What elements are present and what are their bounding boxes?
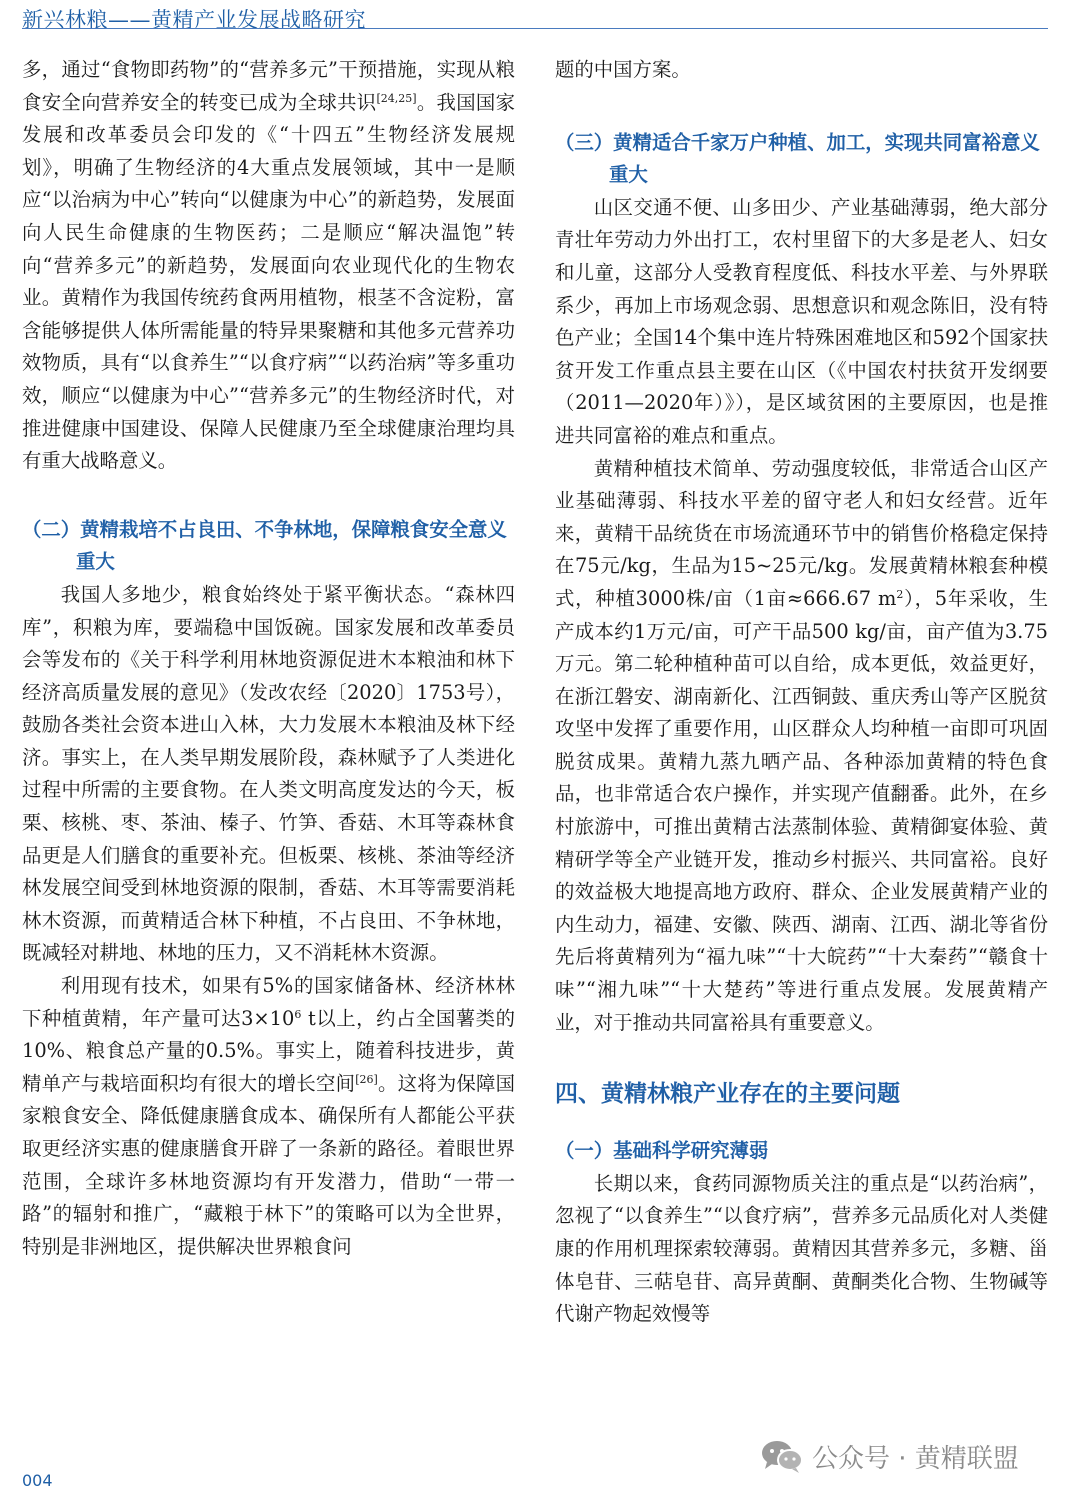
header-rule [22, 28, 1048, 29]
section-heading-2: （二）黄精栽培不占良田、不争林地，保障粮食安全意义重大 [22, 517, 507, 574]
body-paragraph-3: 利用现有技术，如果有5%的国家储备林、经济林林下种植黄精，年产量可达$3\times 10^6$ t以上，约占全国薯类的10%、粮食总产量的0.5%。事实上，随着科技进步，黄精单产与栽培面积均有很大的增长空间[26]。这将为保障国家粮食安全、降低健康膳食成本、确保所有人都能公平获取更经济实惠的健康膳食开辟了一条新的路径。着眼世界范围，全球许多林地资源均有开发潜力，借助“一带一路”的辐射和推广，“藏粮于林下”的策略可以为全世界，特别是非洲地区，提供解决世界粮食问 [22, 974, 516, 1258]
right-column [555, 54, 1048, 1331]
body-paragraph-6: 长期以来，食药同源物质关注的重点是“以药治病”，忽视了“以食养生”“以食疗病”，营养多元品质化对人类健康的作用机理探索较薄弱。黄精因其营养多元，多糖、甾体皂苷、三萜皂苷、高异黄酮、黄酮类化合物、生物碱等代谢产物起效慢等 [555, 1171, 1048, 1326]
section-heading-4: 四、黄精林粮产业存在的主要问题 [555, 1081, 900, 1108]
body-paragraph-4: 山区交通不便、山多田少、产业基础薄弱，绝大部分青壮年劳动力外出打工，农村里留下的大多是老人、妇女和儿童，这部分人受教育程度低、科技水平差、与外界联系少，再加上市场观念弱、思想意识和观念陈旧，没有特色产业；全国14个集中连片特殊困难地区和592个国家扶贫开发工作重点县主要在山区（《中国农村扶贫开发纲要（2011—2020年）》），是区域贫困的主要原因，也是推进共同富裕的难点和重点。 [555, 195, 1048, 447]
body-paragraph-1: 多，通过“食物即药物”的“营养多元”干预措施，实现从粮食安全向营养安全的转变已成为全球共识[24,25]。我国国家发展和改革委员会印发的《“十四五”生物经济发展规划》，明确了生物经济的4大重点发展领域，其中一是顺应“以治病为中心”转向“以健康为中心”的新趋势，发展面向人民生命健康的生物医药；二是顺应“解决温饱”转向“营养多元”的新趋势，发展面向农业现代化的生物农业。黄精作为我国传统药食两用植物，根茎不含淀粉，富含能够提供人体所需能量的特异果聚糖和其他多元营养功效物质，具有“以食养生”“以食疗病”“以药治病”等多重功效，顺应“以健康为中心”“营养多元”的生物经济时代，对推进健康中国建设、保障人民健康乃至全球健康治理均具有重大战略意义。 [22, 58, 516, 473]
page-number: 004 [22, 1471, 53, 1490]
body-paragraph-5: 黄精种植技术简单、劳动强度较低，非常适合山区产业基础薄弱、科技水平差的留守老人和妇女经营。近年来，黄精干品统货在市场流通环节中的销售价格稳定保持在75元/kg，生品为15~25元/kg。发展黄精林粮套种模式，种植3000株/亩（1亩≈666.67 $m^2$），5年采收，生产成本约1万元/亩，可产干品500 kg/亩，亩产值为3.75万元。第二轮种植种苗可以自给，成本更低，效益更好，在浙江磐安、湖南新化、江西铜鼓、重庆秀山等产区脱贫攻坚中发挥了重要作用，山区群众人均种植一亩即可巩固脱贫成果。黄精九蒸九晒产品、各种添加黄精的特色食品，也非常适合农户操作，并实现产值翻番。此外，在乡村旅游中，可推出黄精古法蒸制体验、黄精御宴体验、黄精研学等全产业链开发，推动乡村振兴、共同富裕。良好的效益极大地提高地方政府、群众、企业发展黄精产业的内生动力，福建、安徽、陕西、湖南、江西、湖北等省份先后将黄精列为“福九味”“十大皖药”“十大秦药”“赣食十味”“湘九味”“十大楚药”等进行重点发展。发展黄精产业，对于推动共同富裕具有重要意义。 [555, 456, 1048, 1034]
body-paragraph-continued: 题的中国方案。 [555, 58, 691, 81]
body-paragraph-2: 我国人多地少，粮食始终处于紧平衡状态。“森林四库”，积粮为库，要端稳中国饭碗。国家发展和改革委员会等发布的《关于科学利用林地资源促进木本粮油和林下经济高质量发展的意见》（发改农经〔2020〕1753号），鼓励各类社会资本进山入林，大力发展木本粮油及林下经济。事实上，在人类早期发展阶段，森林赋予了人类进化过程中所需的主要食物。在人类文明高度发达的今天，板栗、核桃、枣、茶油、榛子、竹笋、香菇、木耳等森林食品更是人们膳食的重要补充。但板栗、核桃、茶油等经济林发展空间受到林地资源的限制，香菇、木耳等需要消耗林木资源，而黄精适合林下种植，不占良田、不争林地，既减轻对耕地、林地的压力，又不消耗林木资源。 [22, 582, 515, 965]
wechat-icon [760, 1438, 804, 1474]
citation-ref: [26] [355, 1072, 378, 1086]
left-column [22, 54, 515, 1263]
citation-ref: [24,25] [376, 91, 417, 105]
section-heading-3: （三）黄精适合千家万户种植、加工，实现共同富裕意义重大 [555, 130, 1040, 187]
wechat-watermark [760, 1436, 1019, 1476]
watermark-text: 公众号 · 黄精联盟 [812, 1443, 1019, 1474]
running-header-title: 新兴林粮——黄精产业发展战略研究 [22, 8, 366, 32]
subsection-heading-1: （一）基础科学研究薄弱 [555, 1139, 769, 1163]
